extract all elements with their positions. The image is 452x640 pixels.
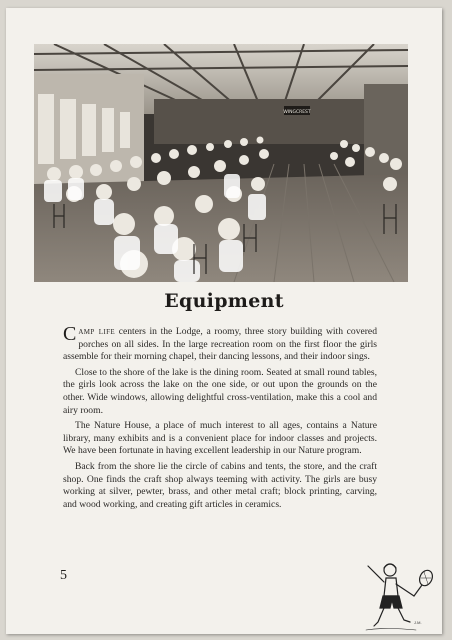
tennis-girl-sketch bbox=[344, 556, 438, 636]
paragraph-camp-life bbox=[63, 323, 377, 364]
page-number: 5 bbox=[60, 568, 67, 583]
paragraph-craft-shop: Back from the shore lie the circle of cabins and tents, the store, and the craft shop. One finds the craft shop always teeming with activity. The girls are busy working at silver, pewter, brass, and other metal craft; block printing, carving, and wood working, and creating gift articles in ceramics. bbox=[63, 460, 377, 510]
paragraph-dining-room: Close to the shore of the lake is the dining room. Seated at small round tables, the girls look across the lake on the one side, or out upon the grounds on the other. Wide windows, allowing delightful cross-ventilation, make this a cool and airy room. bbox=[63, 366, 377, 416]
drop-cap: C bbox=[63, 323, 77, 345]
booklet-page bbox=[6, 8, 442, 634]
dining-room-photo-image bbox=[34, 44, 408, 282]
page-heading: Equipment bbox=[164, 290, 284, 312]
paragraph-nature-house: The Nature House, a place of much interest to all ages, contains a Nature library, many exhibits and is a convenient place for indoor classes and projects. We have been fortunate in having excellent leadership in our Nature program. bbox=[63, 420, 377, 457]
artist-initials: J.M. bbox=[414, 620, 422, 625]
photo-sign: WINGCREST bbox=[283, 110, 311, 115]
body-text bbox=[63, 323, 377, 514]
dining-room-photo bbox=[34, 44, 408, 282]
small-caps-lead: amp life bbox=[78, 326, 116, 337]
paragraph-text: centers in the Lodge, a roomy, three story building with covered porches on all sides. In the large recreation room on the first floor the girls assemble for their morning chapel, their dancing lessons, and their indoor sings. bbox=[63, 326, 377, 363]
